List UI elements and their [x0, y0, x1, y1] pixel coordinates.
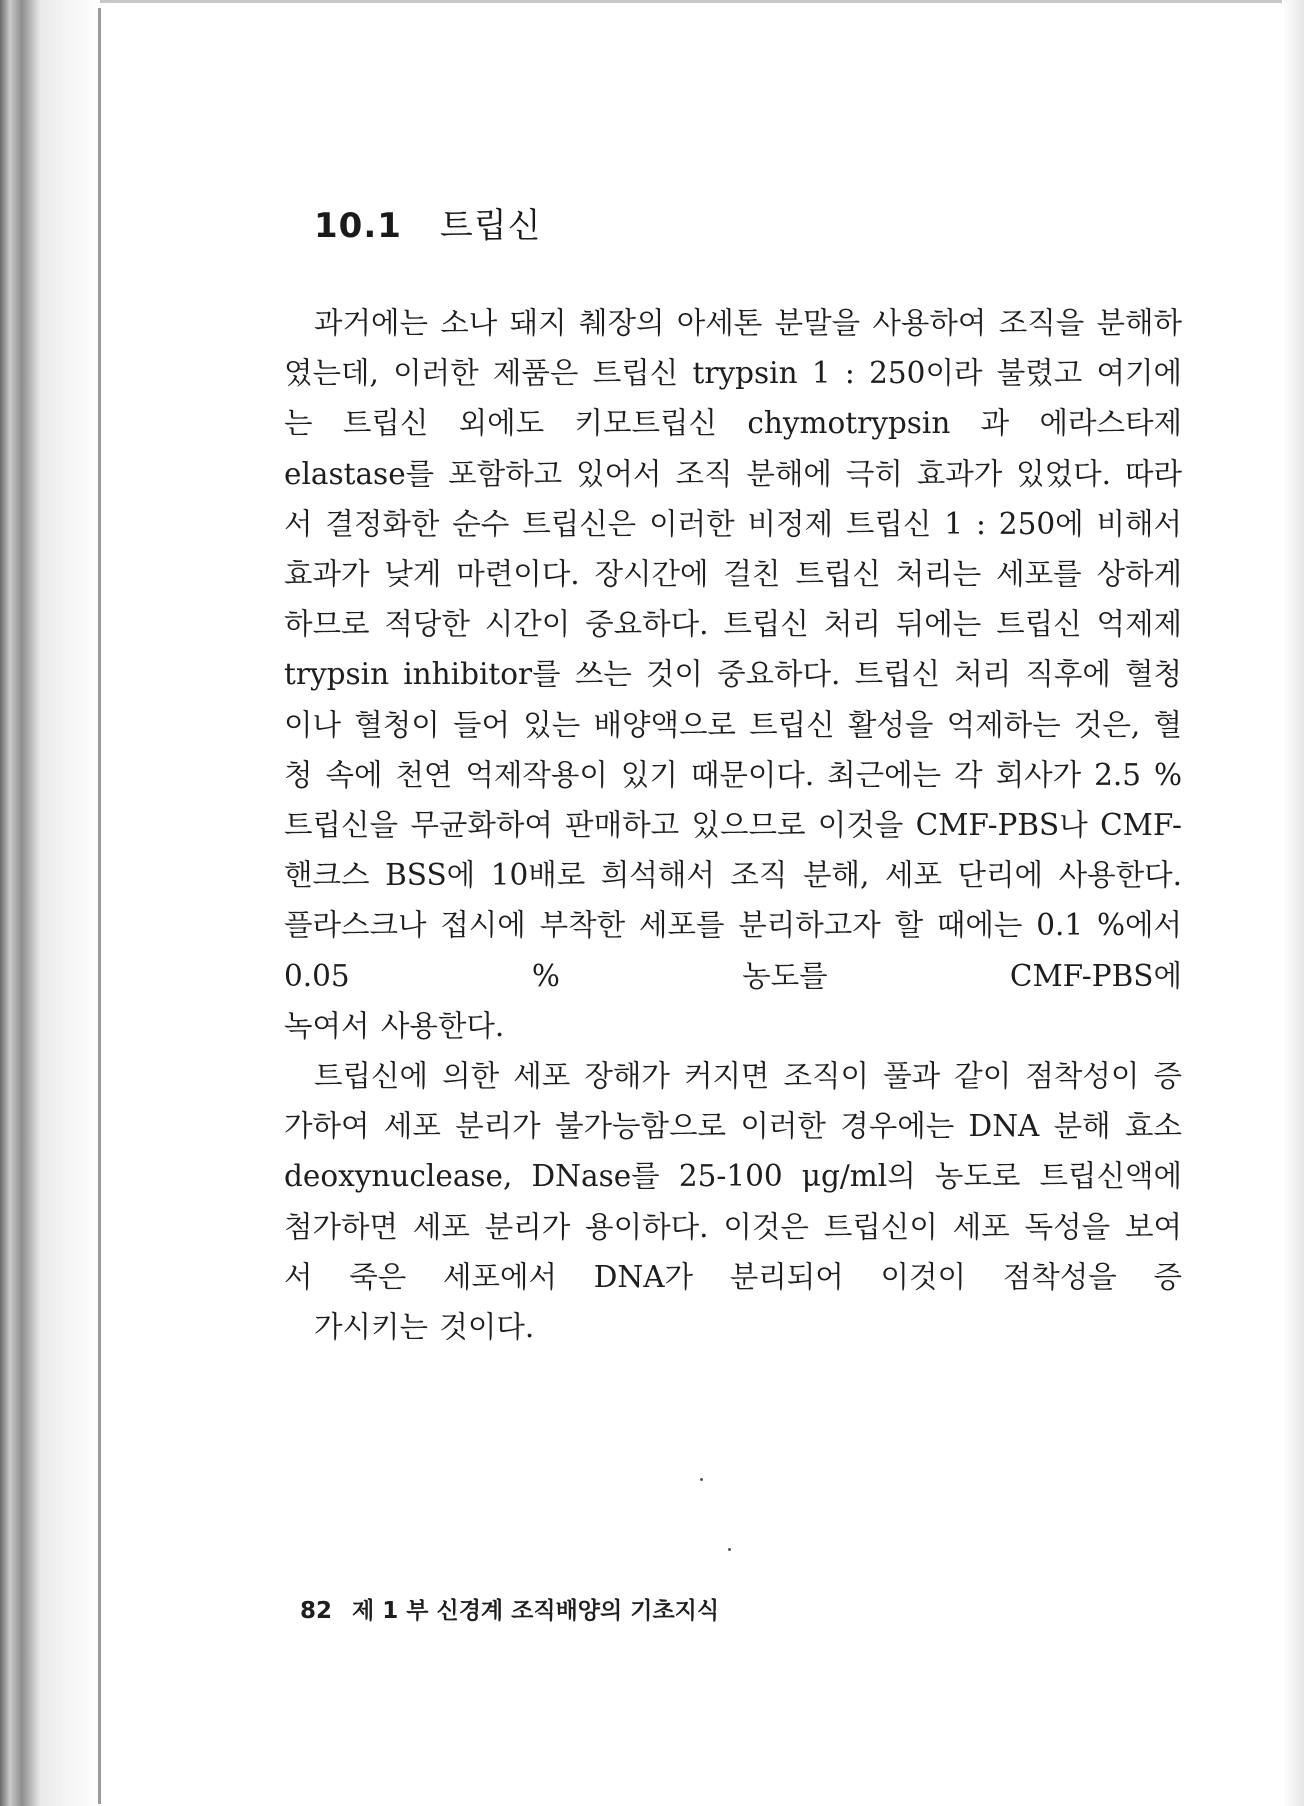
paragraph-1-text: 과거에는 소나 돼지 췌장의 아세톤 분말을 사용하여 조직을 분해하였는데, 이러한 제품은 트립신 trypsin 1 : 250이라 불렸고 여기에는 트립신 외에도 키모트립신 chymotrypsin 과 에라스타제 elastase를 포함하고 있어서 조직 분해에 극히 효과가 있었다. 따라서 결정화한 순수 트립신은 이러한 비정제 트립신 1 : 250에 비해서 효과가 낮게 마련이다. 장시간에 걸친 트립신 처리는 세포를 상하게 하므로 적당한 시간이 중요하다. 트립신 처리 뒤에는 트립신 억제제 trypsin inhibitor를 쓰는 것이 중요하다. 트립신 처리 직후에 혈청이나 혈청이 들어 있는 배양액으로 트립신 활성을 억제하는 것은, 혈청 속에 천연 억제작용이 있기 때문이다. 최근에는 각 회사가 2.5 % 트립신을 무균화하여 판매하고 있으므로 이것을 CMF-PBS나 CMF-핸크스 BSS에 10배로 희석해서 조직 분해, 세포 단리에 사용한다. 플라스크나 접시에 부착한 세포를 분리하고자 할 때에는 0.1 %에서 0.05 % 농도를 CMF-PBS에: [284, 306, 1182, 993]
print-speck: [728, 1548, 731, 1551]
body-text: [284, 298, 1182, 1352]
page-edge-line: [98, 8, 101, 1804]
paragraph-1-last-line: 녹여서 사용한다.: [284, 1008, 505, 1043]
page-shadow: [1282, 0, 1304, 1806]
paragraph-1: [284, 298, 1182, 1051]
page-number: 82: [300, 1598, 333, 1624]
running-title: 제 1 부 신경계 조직배양의 기초지식: [352, 1598, 720, 1624]
print-speck: [700, 1478, 703, 1481]
section-number: 10.1: [314, 206, 402, 246]
page-top-edge: [100, 0, 1282, 3]
page-footer: [300, 1592, 719, 1625]
paragraph-2-text: 트립신에 의한 세포 장해가 커지면 조직이 풀과 같이 점착성이 증가하여 세포 분리가 불가능함으로 이러한 경우에는 DNA 분해 효소 deoxynuclease, DNase를 25-100 μg/ml의 농도로 트립신액에 첨가하면 세포 분리가 용이하다. 이것은 트립신이 세포 독성을 보여서 죽은 세포에서 DNA가 분리되어 이것이 점착성을 증: [284, 1059, 1182, 1294]
paragraph-2: [284, 1051, 1182, 1352]
paragraph-2-last-line: 가시키는 것이다.: [314, 1310, 535, 1345]
section-heading: [314, 198, 541, 247]
section-title: 트립신: [439, 206, 542, 246]
page-binding-edge: [0, 0, 108, 1806]
